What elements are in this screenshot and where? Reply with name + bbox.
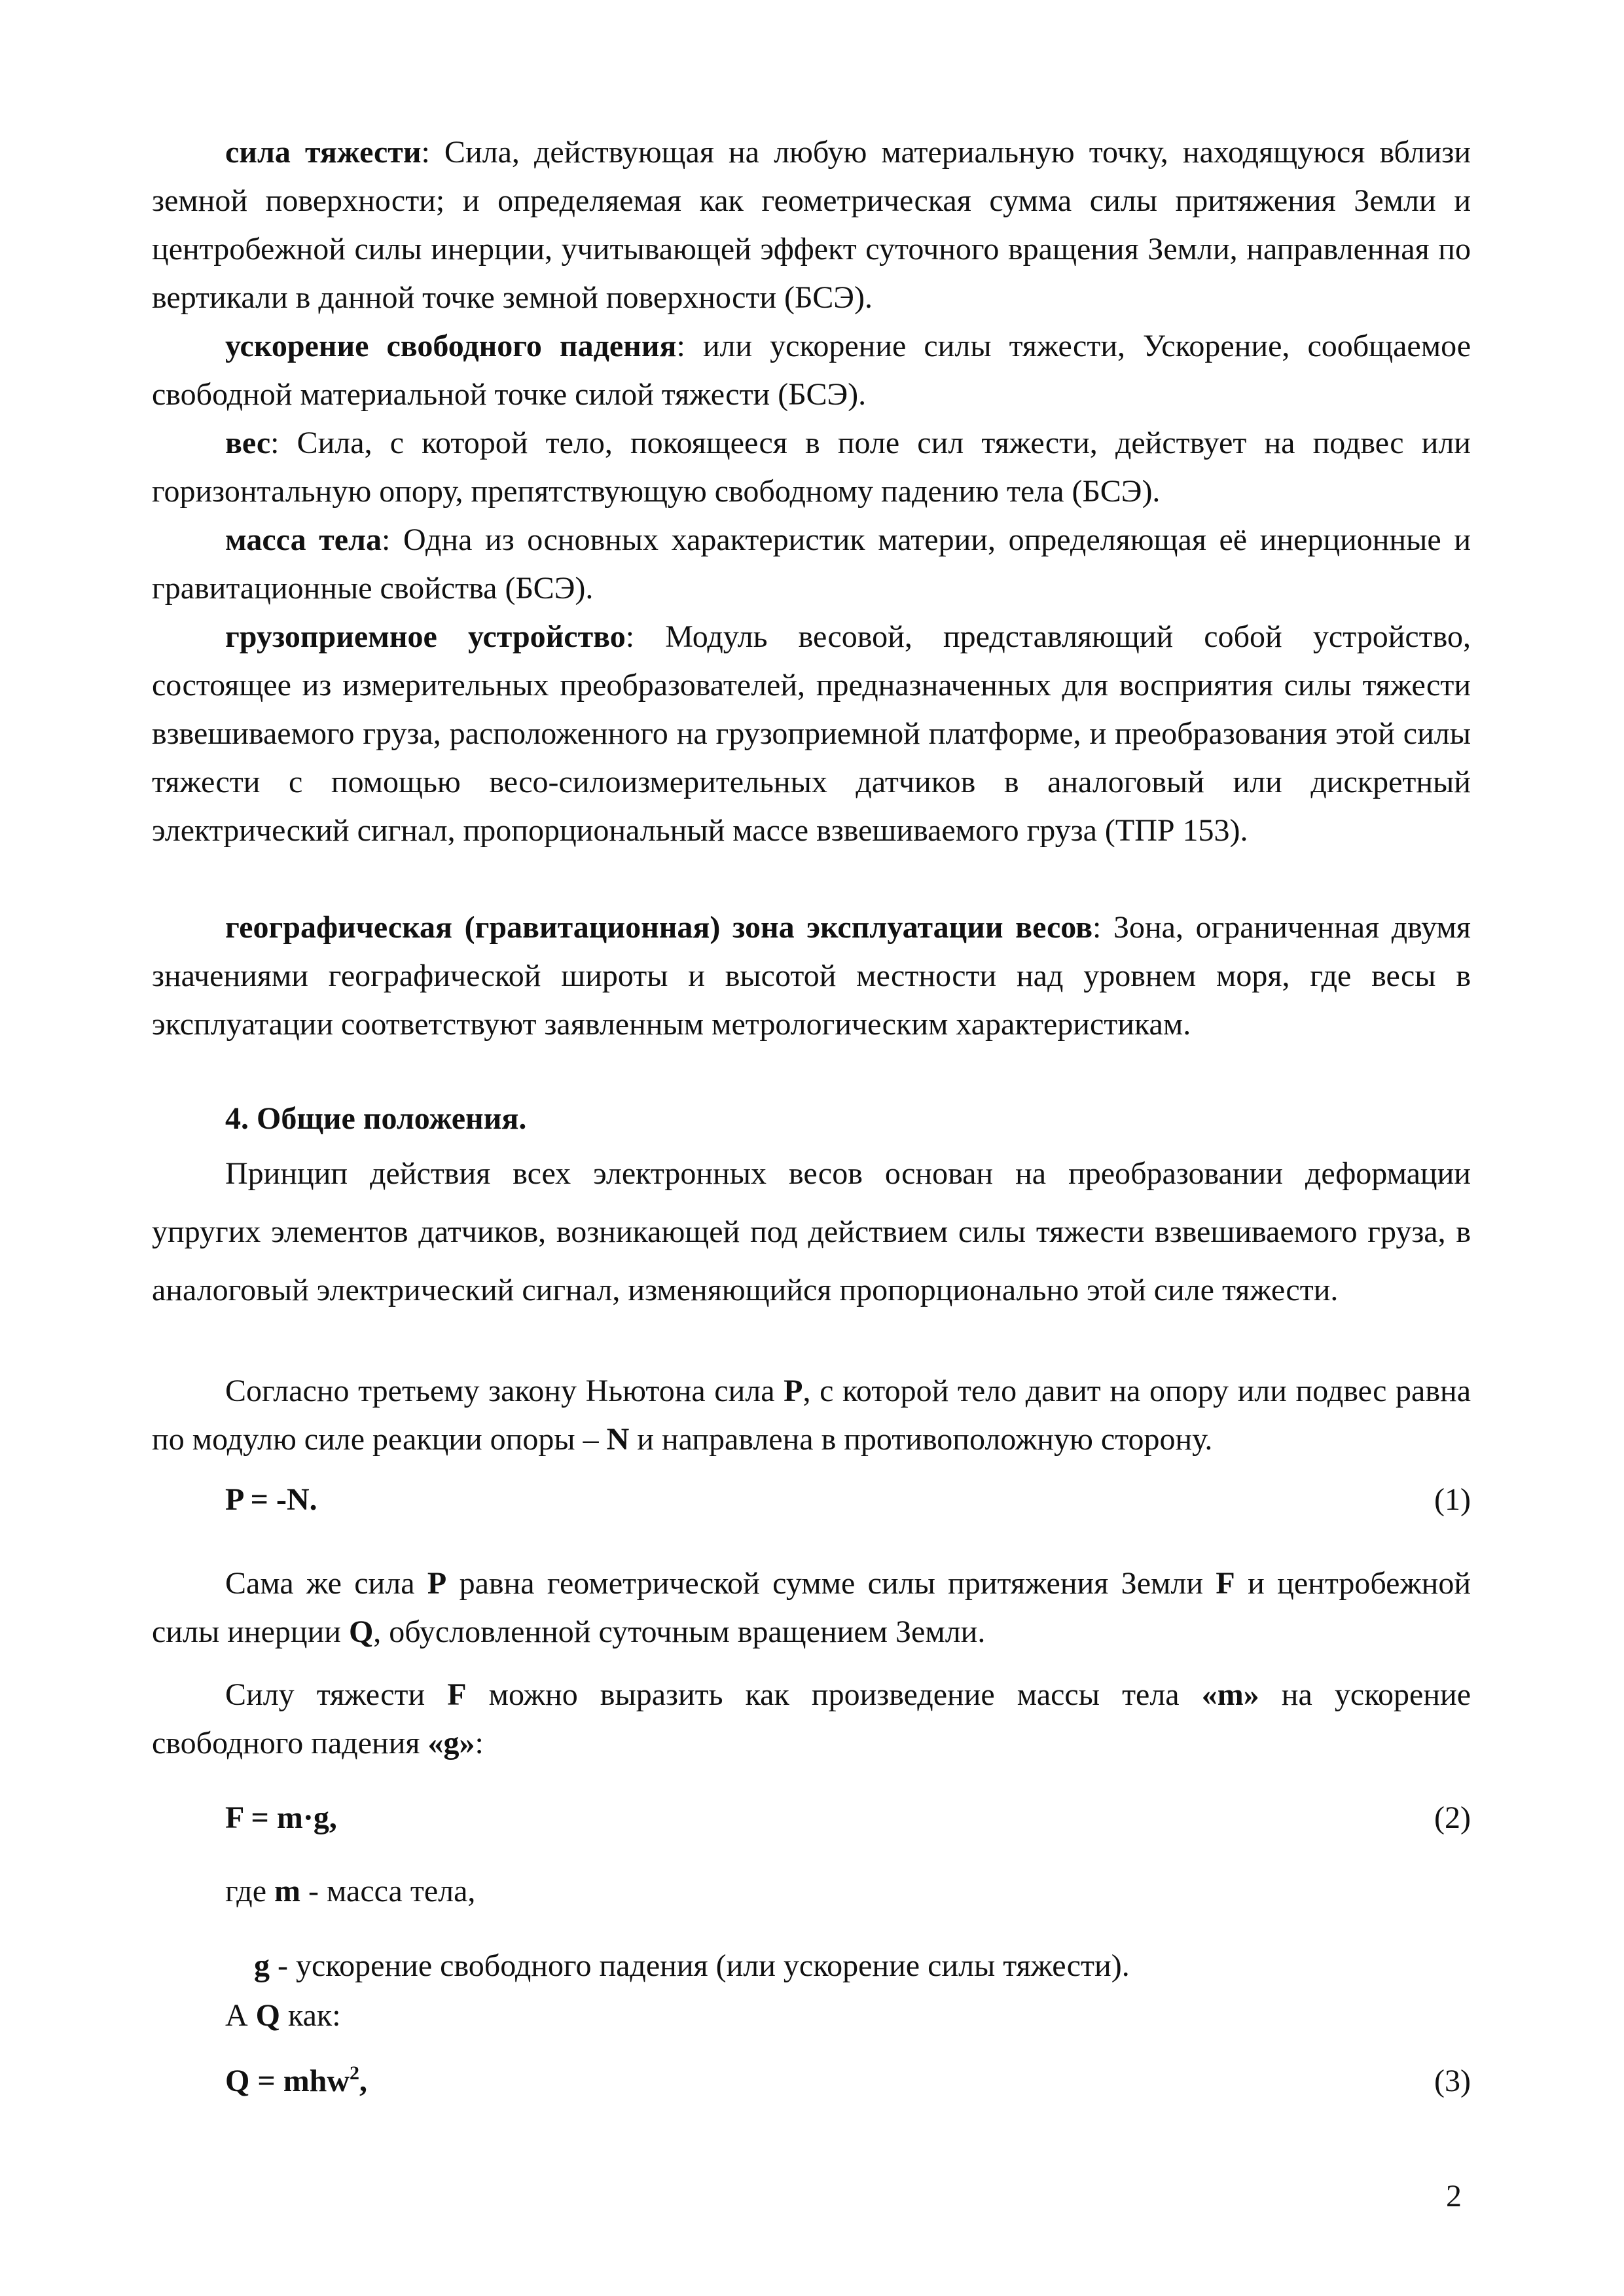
text-run: можно выразить как произведение массы тела (466, 1677, 1202, 1712)
definition-text: : Модуль весовой, представляющий собой устройство, состоящее из измерительных преобразователей, предназначенных для восприятия силы тяжести взвешиваемого груза, расположенного на грузоприемной платформе, и преобразования этой силы тяжести с помощью весо-силоизмерительных датчиков в аналоговый или дискретный электрический сигнал, пропорциональный массе взвешиваемого груза (ТПР 153). (152, 619, 1471, 848)
page-number: 2 (1446, 2179, 1462, 2214)
paragraph-force-sum (152, 1559, 1471, 1656)
symbol-f: F (447, 1677, 467, 1712)
text-run: Сама же сила (225, 1566, 427, 1601)
paragraph-gravity-expression (152, 1671, 1471, 1768)
equation-1: P = -N. (225, 1482, 317, 1517)
equation-2: F = m·g, (225, 1800, 337, 1835)
term: вес (225, 426, 271, 460)
text-run: на ускорение свободного падения (152, 1677, 1471, 1760)
equation-1-number: (1) (1434, 1482, 1471, 1517)
text-run: , обусловленной суточным вращением Земли. (373, 1614, 986, 1649)
definition-text: : или ускорение силы тяжести, Ускорение, сообщаемое свободной материальной точке силой тяжести (БСЭ). (152, 329, 1471, 412)
term: ускорение свободного падения (225, 329, 677, 363)
formula-superscript: 2 (350, 2062, 360, 2084)
text-run: и центробежной силы инерции (152, 1566, 1471, 1649)
definition-body-mass (152, 516, 1471, 613)
text-run: как: (280, 1998, 341, 2033)
definition-text: : Сила, действующая на любую материальную точку, находящуюся вблизи земной поверхности; и определяемая как геометрическая сумма силы притяжения Земли и центробежной силы инерции, учитывающей эффект суточного вращения Земли, направленная по вертикали в данной точке земной поверхности (БСЭ). (152, 135, 1471, 315)
paragraph-principle: Принцип действия всех электронных весов основан на преобразовании деформации упругих элементов датчиков, возникающей под действием силы тяжести взвешиваемого груза, в аналоговый электрический сигнал, изменяющийся пропорционально этой силе тяжести. (152, 1156, 1471, 1307)
formula-text: Q = mhw (225, 2064, 350, 2098)
equation-3 (225, 2057, 367, 2105)
term: сила тяжести (225, 135, 422, 170)
text-run: Согласно третьему закону Ньютона сила (225, 1374, 784, 1408)
section-heading: 4. Общие положения. (225, 1101, 527, 1136)
symbol-p: P (427, 1566, 447, 1601)
term: масса тела (225, 522, 382, 557)
definition-load-receiving-device (152, 613, 1471, 855)
term: географическая (гравитационная) зона эксплуатации весов (225, 910, 1093, 945)
symbol-f: F (1216, 1566, 1235, 1601)
text-run: равна геометрической сумме силы притяжения Земли (446, 1566, 1216, 1601)
symbol-q: Q (348, 1614, 374, 1649)
paragraph-newton-law (152, 1367, 1471, 1464)
term: грузоприемное устройство (225, 619, 626, 654)
text-run: - масса тела, (300, 1874, 476, 1908)
definition-text: : Сила, с которой тело, покоящееся в поле сил тяжести, действует на подвес или горизонтальную опору, препятствующую свободному падению тела (БСЭ). (152, 426, 1471, 509)
symbol-m: m (274, 1874, 301, 1908)
symbol-m: «m» (1201, 1677, 1259, 1712)
definition-free-fall-acceleration (152, 322, 1471, 419)
definition-weight (152, 419, 1471, 516)
text-run: где (225, 1874, 275, 1908)
symbol-n: N (606, 1422, 630, 1457)
symbol-g: g (254, 1948, 270, 1983)
text-run: - ускорение свободного падения (или ускорение силы тяжести). (270, 1948, 1130, 1983)
equation-3-number: (3) (1434, 2064, 1471, 2098)
q-intro (225, 1992, 341, 2040)
legend-m (225, 1867, 475, 1916)
text-run: Силу тяжести (225, 1677, 448, 1712)
text-run: А (225, 1998, 256, 2033)
definition-gravity-zone (152, 903, 1471, 1049)
definition-gravity-force (152, 128, 1471, 322)
text-run: и направлена в противоположную сторону. (629, 1422, 1213, 1457)
text-run: : (475, 1726, 484, 1760)
formula-tail: , (359, 2064, 368, 2098)
definition-text: : Одна из основных характеристик материи, определяющая её инерционные и гравитационные свойства (БСЭ). (152, 522, 1471, 606)
symbol-p: P (784, 1374, 803, 1408)
definition-text: : Зона, ограниченная двумя значениями географической широты и высотой местности над уровнем моря, где весы в эксплуатации соответствуют заявленным метрологическим характеристикам. (152, 910, 1471, 1042)
symbol-q: Q (255, 1998, 281, 2033)
equation-2-number: (2) (1434, 1800, 1471, 1835)
legend-g (254, 1942, 1130, 1990)
text-run: , с которой тело давит на опору или подвес равна по модулю силе реакции опоры – (152, 1374, 1471, 1457)
symbol-g: «g» (427, 1726, 475, 1760)
